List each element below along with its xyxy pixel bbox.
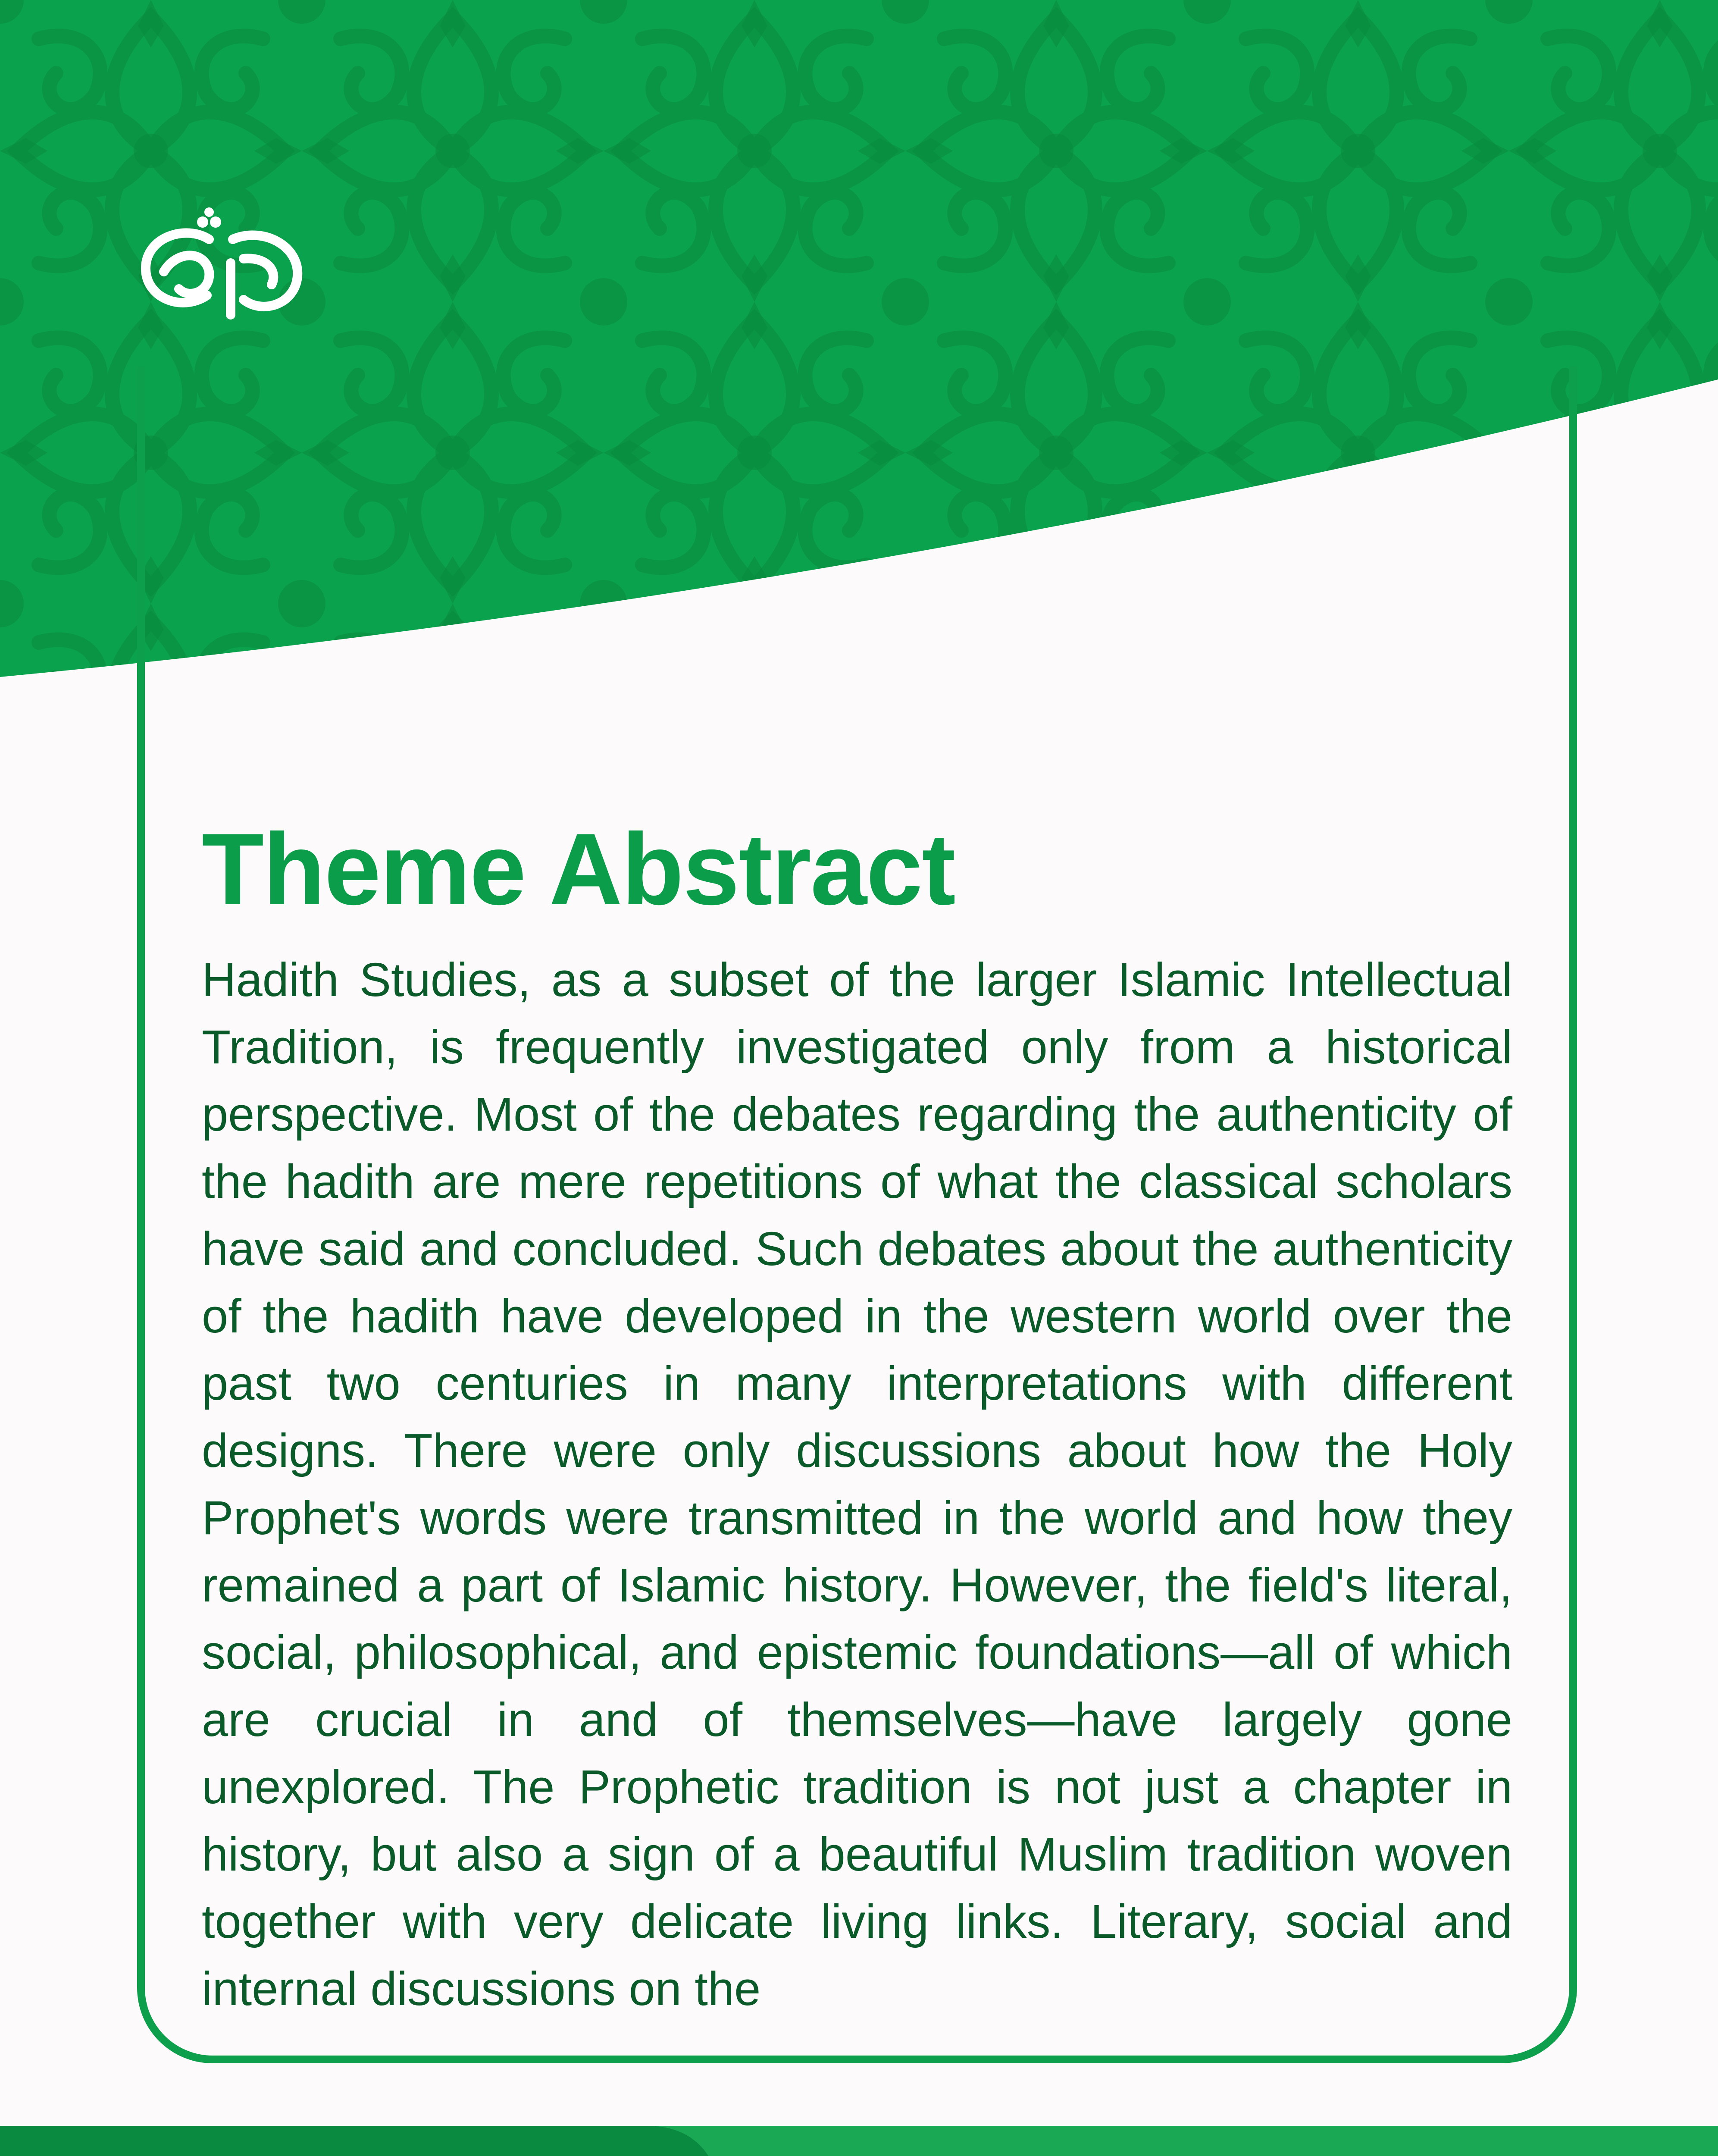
calligraphic-logo-icon bbox=[134, 207, 306, 328]
section-title: Theme Abstract bbox=[202, 812, 955, 926]
footer-band bbox=[0, 2126, 1718, 2156]
abstract-body-text: Hadith Studies, as a subset of the larger Islamic Intellectual Tradition, is frequently investigated only from a historical perspective. Most of the debates regarding the authenticity of the hadith are mere repetitions of what the classical scholars have said and concluded. Such debates about the authenticity of the hadith have developed in the western world over the past two centuries in many interpretations with different designs. There were only discussions about how the Holy Prophet's words were transmitted in the world and how they remained a part of Islamic history. However, the field's literal, social, philosophical, and epistemic foundations—all of which are crucial in and of themselves—have largely gone unexplored. The Prophetic tradition is not just a chapter in history, but also a sign of a beautiful Muslim tradition woven together with very delicate living links. Literary, social and internal discussions on the bbox=[202, 953, 1512, 2015]
